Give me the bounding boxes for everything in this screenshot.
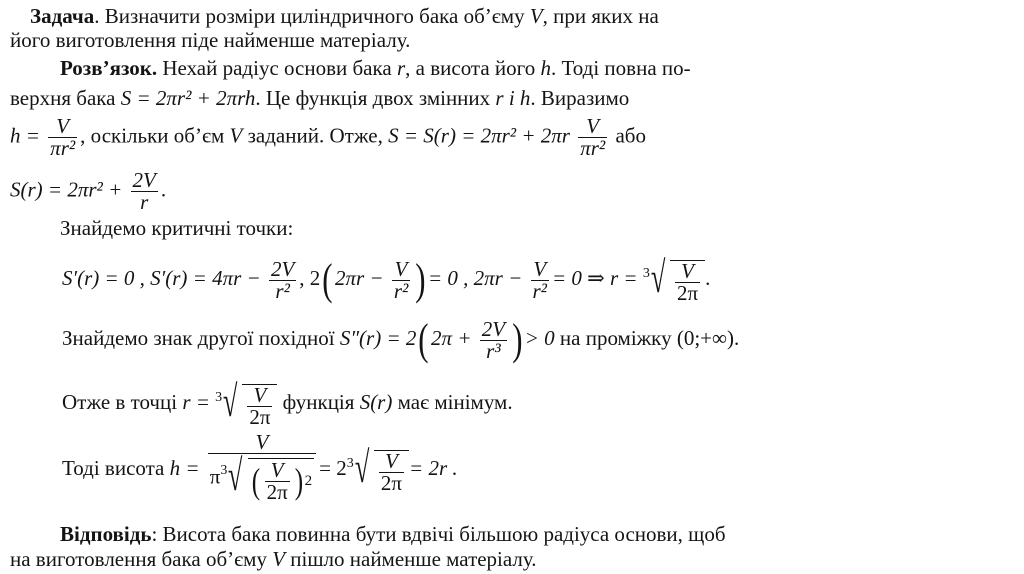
numerator: V — [392, 259, 410, 281]
interval: (0;+∞) — [676, 325, 734, 350]
cube-root — [346, 443, 409, 495]
fraction-2V-r3 — [480, 316, 507, 363]
denominator — [208, 451, 316, 504]
text: на проміжку — [554, 325, 677, 350]
solution-label: Розв’язок. — [60, 56, 158, 80]
cube-root: 3 √ ( $\frac{V}{2\pi}$ ) 2 — [220, 451, 313, 504]
numerator: 2V — [481, 316, 506, 341]
solution-line-3 — [10, 116, 646, 159]
height-line — [62, 430, 458, 504]
minimum-line — [62, 377, 513, 429]
var-V: V — [229, 123, 243, 148]
var-r: r — [396, 56, 406, 80]
fraction-V-r2 — [392, 256, 410, 303]
critical-heading: Знайдемо критичні точки: — [60, 216, 294, 240]
numerator: V — [247, 385, 272, 407]
numerator: 2V — [132, 168, 156, 192]
S-of-r-formula: S = S(r) = 2πr² + 2πr — [388, 123, 570, 148]
numerator: V — [208, 432, 316, 454]
problem-label: Задача — [30, 4, 95, 28]
open-paren: ( — [251, 461, 260, 501]
text: Знайдемо знак другої похідної — [62, 325, 340, 350]
text: , оскільки об’єм — [80, 123, 230, 148]
fraction-2V-r2 — [269, 256, 296, 303]
variables: r і h — [495, 86, 531, 110]
denominator: 2π — [249, 405, 271, 429]
problem-line-1 — [30, 4, 659, 28]
dot: . — [160, 177, 167, 202]
denominator: 2π — [380, 471, 403, 495]
dot: . — [705, 265, 711, 290]
numerator: 2V — [270, 256, 295, 281]
text: або — [610, 123, 646, 148]
S-of-r: S(r) — [359, 389, 393, 414]
radical-sign: √ — [222, 377, 238, 426]
radical-sign: √ — [354, 443, 370, 492]
text: , 2 — [299, 265, 321, 290]
text: . Це функція двох змінних — [255, 86, 496, 110]
denominator: r — [140, 190, 149, 214]
text: на виготовлення бака об’єму — [10, 547, 273, 571]
dot: . — [733, 325, 740, 350]
denominator: r² — [532, 278, 547, 303]
answer-line-1 — [60, 522, 726, 546]
critical-equations — [62, 253, 711, 305]
denominator: πr² — [580, 136, 606, 160]
text: 2πr − — [334, 265, 384, 290]
second-derivative-eq: S″(r) = 2 — [339, 325, 417, 350]
radical-sign: √ — [650, 253, 666, 302]
problem-line-2: його виготовлення піде найменше матеріалу. — [10, 28, 411, 52]
close-paren: ) — [294, 461, 303, 501]
text: = 2r . — [409, 455, 458, 480]
close-paren: ) — [512, 315, 523, 364]
text: = 2 — [319, 455, 347, 480]
root-index: 3 — [642, 266, 650, 281]
denominator: r³ — [486, 338, 501, 363]
problem-text: . Визначити розміри циліндричного бака об’єму — [94, 4, 530, 28]
S-of-r-final: S(r) = 2πr² + — [10, 177, 123, 202]
root-index: 3 — [220, 463, 228, 478]
numerator: V — [48, 116, 77, 138]
solution-text-3: . Тоді повна по- — [551, 56, 691, 80]
text: функція — [277, 389, 360, 414]
denominator: r² — [275, 278, 290, 303]
var-V: V — [529, 4, 543, 28]
text: верхня бака — [10, 86, 121, 110]
h-equation: h = — [10, 123, 40, 148]
text: заданий. Отже, — [242, 123, 389, 148]
h-equation: h = — [169, 455, 200, 480]
denominator: r² — [393, 278, 409, 303]
root-index: 3 — [346, 456, 354, 471]
root-index: 3 — [215, 390, 223, 405]
denominator: 2π — [266, 479, 288, 504]
numerator: V — [379, 451, 404, 473]
fraction-2V-r — [131, 170, 158, 213]
second-derivative-line — [62, 315, 740, 364]
denominator: πr² — [50, 136, 76, 160]
text: > 0 — [524, 325, 555, 350]
open-paren: ( — [418, 315, 429, 364]
answer-label: Відповідь — [60, 522, 152, 546]
problem-text-2: , при яких на — [542, 4, 659, 28]
text: = 0 , 2πr − — [427, 265, 523, 290]
solution-line-2 — [10, 86, 629, 110]
var-h: h — [540, 56, 552, 80]
numerator: V — [675, 261, 700, 283]
fraction-V-2pi — [265, 457, 290, 504]
radical-sign: √ — [228, 451, 243, 500]
text: пішло найменше матеріалу. — [285, 547, 537, 571]
text: Отже в точці — [62, 389, 183, 414]
denominator: 2π — [677, 281, 699, 305]
numerator: V — [578, 116, 607, 138]
numerator: V — [265, 460, 290, 482]
fraction-V-pir2 — [578, 116, 607, 159]
fraction-V-pir2 — [48, 116, 77, 159]
numerator: V — [531, 259, 549, 281]
close-paren: ) — [415, 255, 426, 304]
text: . Виразимо — [530, 86, 630, 110]
solution-text: Нехай радіус основи бака — [157, 56, 397, 80]
fraction-height — [208, 432, 316, 503]
open-paren: ( — [322, 255, 333, 304]
fraction-V-r2 — [531, 256, 549, 303]
text: Тоді висота — [62, 455, 170, 480]
text: = 0 ⇒ r = — [551, 265, 638, 290]
answer-line-2 — [10, 547, 537, 571]
fraction-V-2pi — [675, 261, 700, 304]
solution-text-2: , а висота його — [405, 56, 541, 80]
cube-root — [215, 377, 277, 429]
derivative-eq: S′(r) = 0 , S′(r) = 4πr − — [62, 265, 261, 290]
fraction-V-2pi — [247, 385, 272, 428]
cube-root — [642, 253, 705, 305]
fraction-V-2pi — [379, 451, 404, 494]
surface-formula: S = 2πr² + 2πrh — [120, 86, 256, 110]
text: : Висота бака повинна бути вдвічі більшою радіуса основи, щоб — [151, 522, 726, 546]
solution-line-4 — [10, 170, 166, 213]
text: 2π + — [431, 325, 472, 350]
r-equation: r = — [182, 389, 210, 414]
solution-line-1 — [60, 56, 691, 80]
var-V: V — [272, 547, 286, 571]
pi: π — [209, 464, 221, 489]
text: має мінімум. — [392, 389, 513, 414]
